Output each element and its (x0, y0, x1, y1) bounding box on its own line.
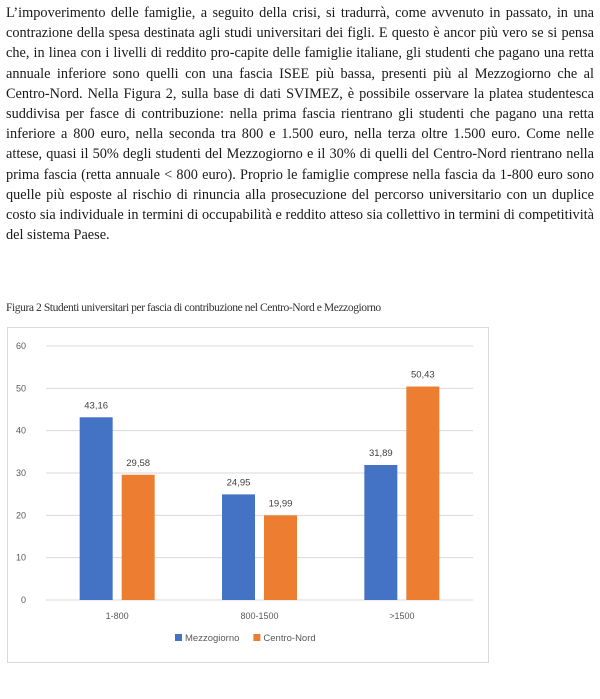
category-label: >1500 (389, 611, 415, 621)
bar-centro-nord (264, 515, 297, 600)
legend-swatch (253, 634, 260, 641)
y-tick-label: 20 (15, 510, 26, 521)
bar-mezzogiorno (222, 494, 255, 600)
y-tick-label: 30 (15, 468, 26, 478)
legend-label: Mezzogiorno (185, 633, 240, 644)
legend-label: Centro-Nord (263, 633, 316, 644)
data-label: 43,16 (84, 400, 109, 412)
data-label: 29,58 (126, 457, 151, 469)
body-paragraph: L’impoverimento delle famiglie, a seguito della crisi, si tradurrà, come avvenuto in passato, in una contrazione della spesa destinata agli studi universitari dei figli. E questo è ancor più vero se si pensa che, in linea con i livelli di reddito pro-capite delle famiglie italiane, gli studenti che pagano una retta annuale inferiore sono quelli con una fascia ISEE più bassa, presenti più al Mezzogiorno che al Centro-Nord. Nella Figura 2, sulla base di dati SVIMEZ, è possibile osservare la platea studentesca suddivisa per fasce di contribuzione: nella prima fascia rientrano gli studenti che pagano una retta inferiore a 800 euro, nella seconda tra 800 e 1.500 euro, nella terza oltre 1.500 euro. Come nelle attese, quasi il 50% degli studenti del Mezzogiorno e il 30% di quelli del Centro-Nord rientrano nella prima fascia (retta annuale < 800 euro). Proprio le famiglie comprese nella fascia da 1-800 euro sono quelle più esposte al rischio di rinuncia alla prosecuzione del percorso universitario con un duplice costo sia individuale in termini di occupabilità e reddito atteso sia collettivo in termini di competitività del sistema Paese. (6, 5, 594, 244)
y-tick-label: 10 (15, 552, 26, 563)
y-tick-label: 40 (15, 425, 26, 436)
chart-svg (8, 328, 490, 664)
category-label: 800-1500 (240, 611, 279, 621)
figure-caption: Figura 2 Studenti universitari per fascia di contribuzione nel Centro-Nord e Mezzogiorno (6, 301, 381, 314)
data-label: 31,89 (368, 447, 393, 459)
data-label: 50,43 (410, 369, 435, 381)
category-label: 1-800 (105, 611, 129, 621)
bar-mezzogiorno (80, 417, 113, 600)
y-tick-label: 50 (15, 383, 26, 394)
bar-chart (7, 327, 489, 663)
bar-centro-nord (406, 387, 439, 600)
legend-swatch (175, 634, 182, 641)
bar-mezzogiorno (364, 465, 397, 600)
bar-centro-nord (122, 475, 155, 600)
data-label: 24,95 (226, 477, 251, 489)
y-tick-label: 60 (15, 341, 26, 351)
data-label: 19,99 (268, 498, 293, 510)
y-tick-label: 0 (20, 595, 26, 605)
